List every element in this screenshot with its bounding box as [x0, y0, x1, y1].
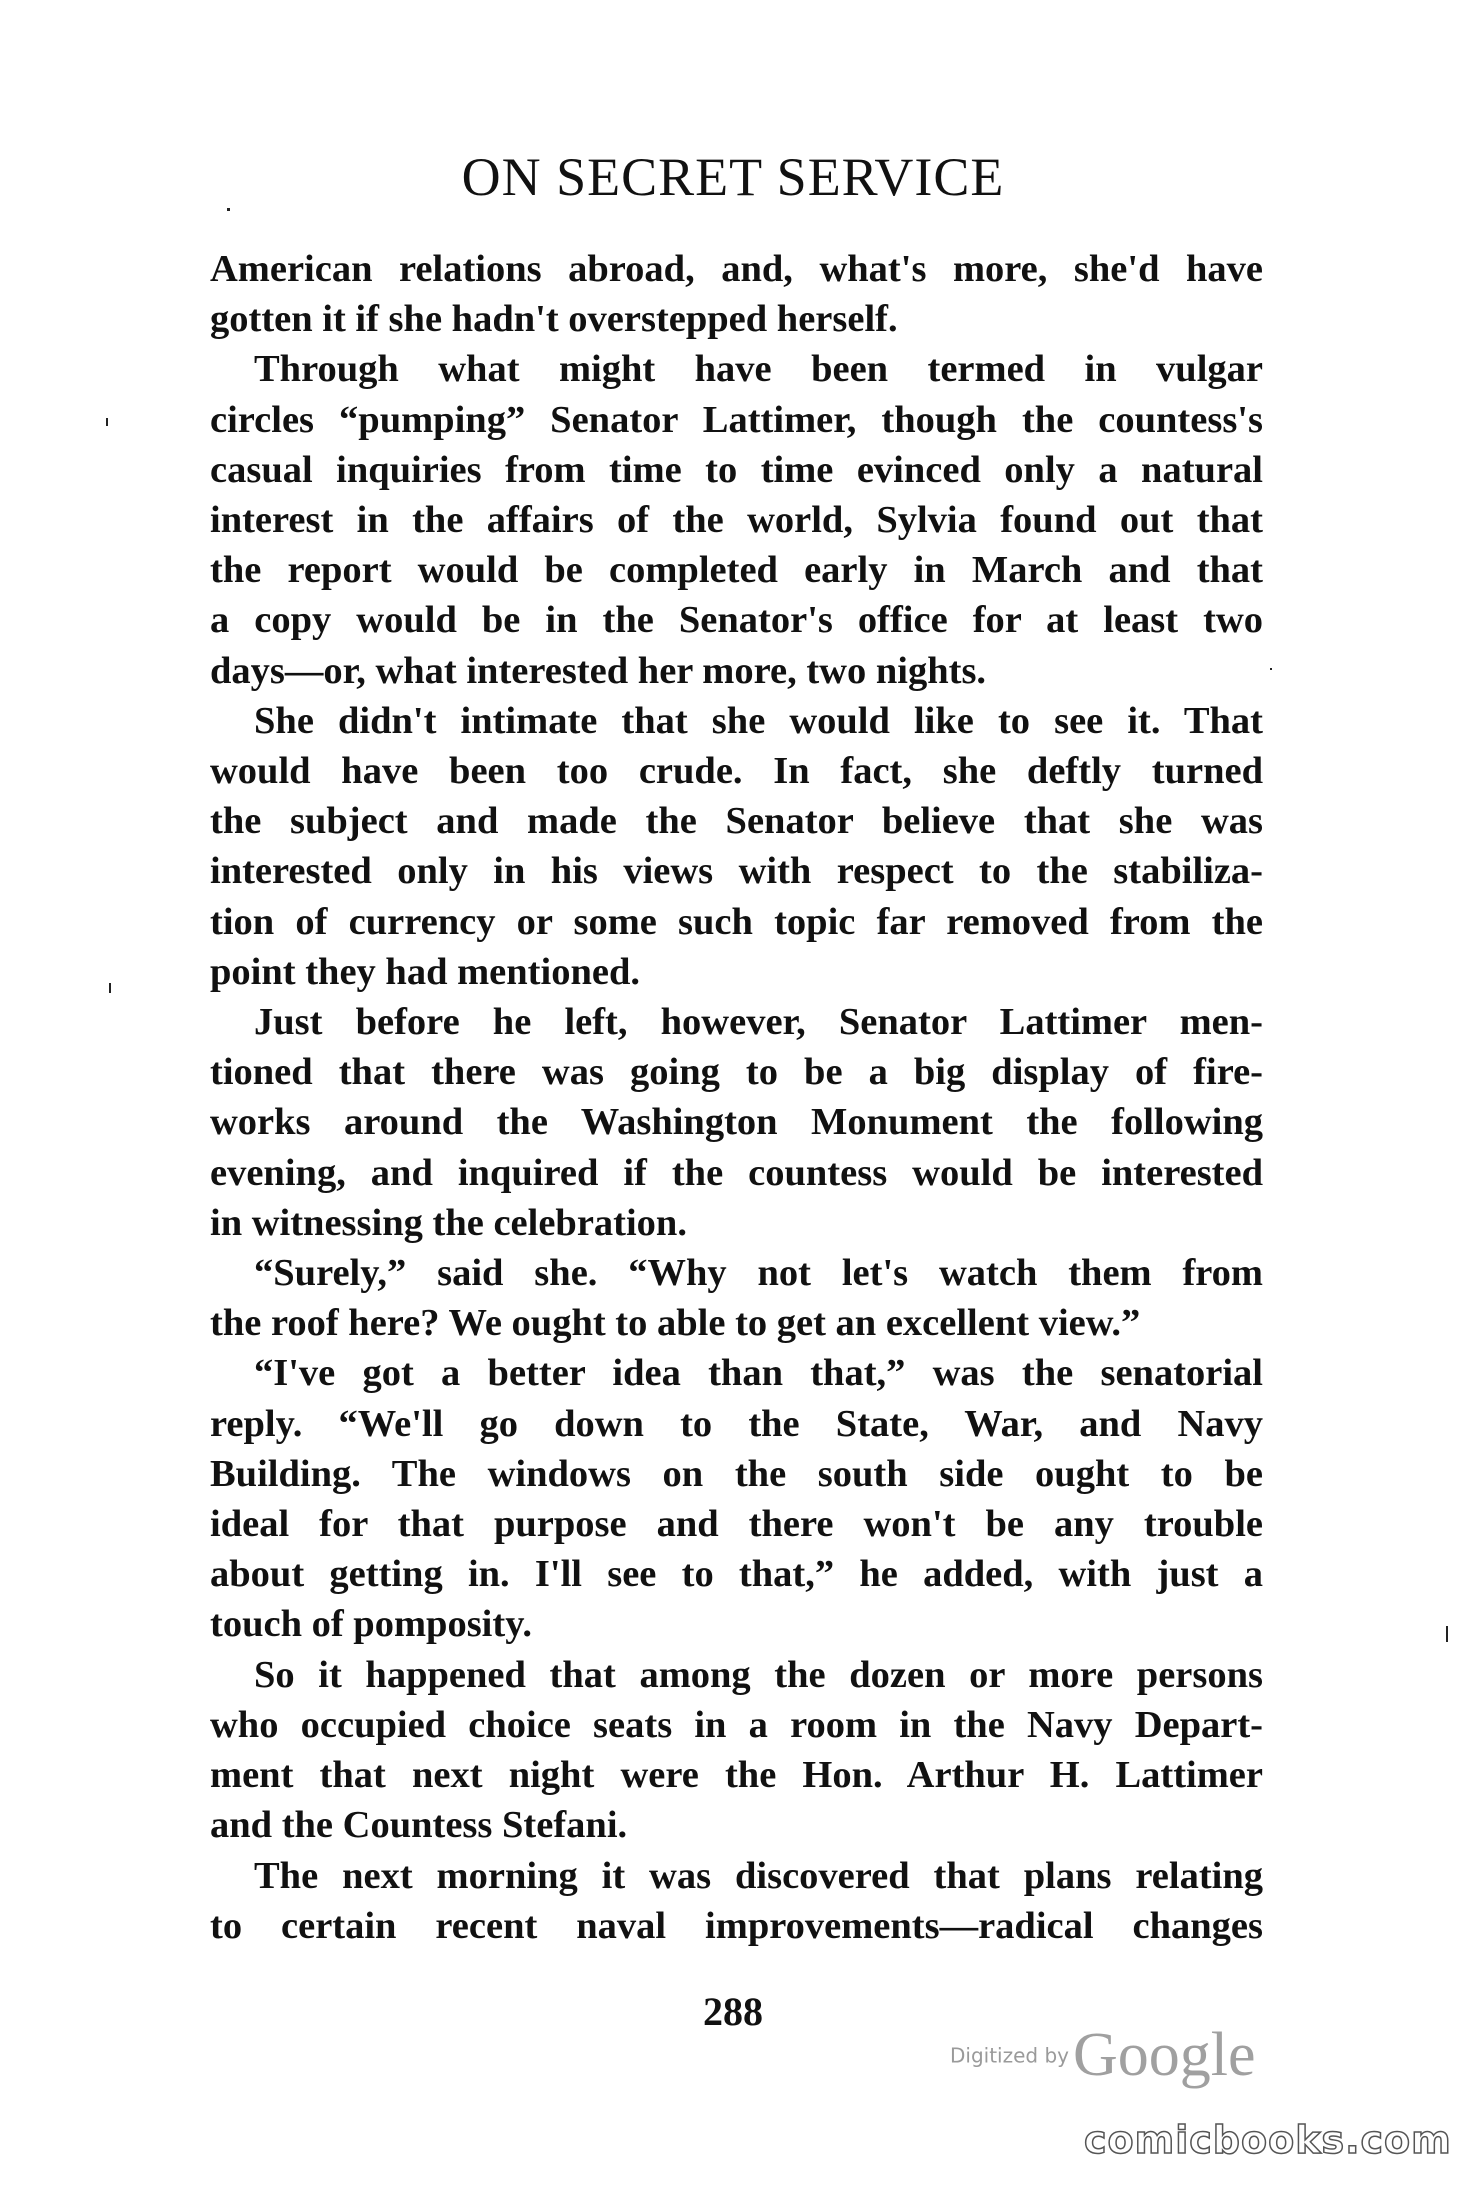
site-watermark: comicbooks.com [1084, 2118, 1452, 2162]
text-line: interested only in his views with respect to the stabiliza- [210, 850, 1263, 893]
paragraph [210, 997, 1263, 1248]
text-line: interest in the affairs of the world, Sylvia found out that [210, 499, 1263, 542]
scan-speck [1446, 1626, 1448, 1642]
scan-speck [227, 208, 230, 211]
text-line: the subject and made the Senator believe that she was [210, 800, 1263, 843]
paragraph [210, 344, 1263, 695]
text-line: So it happened that among the dozen or more persons [254, 1653, 1263, 1696]
text-line: the report would be completed early in March and that [210, 549, 1263, 592]
paragraph [210, 1650, 1263, 1851]
text-line: would have been too crude. In fact, she deftly turned [210, 750, 1263, 793]
digitized-watermark [950, 2020, 1256, 2091]
text-line: tioned that there was going to be a big display of fire- [210, 1051, 1263, 1094]
text-line: casual inquiries from time to time evinced only a natural [210, 448, 1263, 491]
text-line: in witnessing the celebration. [210, 1201, 687, 1244]
text-line: reply. “We'll go down to the State, War, and Navy [210, 1402, 1263, 1445]
text-line: works around the Washington Monument the following [210, 1101, 1263, 1144]
text-line: about getting in. I'll see to that,” he added, with just a [210, 1553, 1263, 1596]
text-line: point they had mentioned. [210, 950, 640, 993]
text-line: Through what might have been termed in vulgar [254, 348, 1263, 391]
text-line: circles “pumping” Senator Lattimer, though the countess's [210, 398, 1263, 441]
text-line: a copy would be in the Senator's office for at least two [210, 599, 1263, 642]
scan-speck [1270, 668, 1272, 670]
google-logo: Google [1073, 2021, 1256, 2089]
text-line: days—or, what interested her more, two nights. [210, 649, 987, 692]
text-line: evening, and inquired if the countess would be interested [210, 1151, 1263, 1194]
text-line: who occupied choice seats in a room in the Navy Depart- [210, 1703, 1263, 1746]
running-head: ON SECRET SERVICE [461, 147, 1005, 207]
text-line: touch of pomposity. [210, 1603, 532, 1646]
text-line: ment that next night were the Hon. Arthur H. Lattimer [210, 1754, 1263, 1797]
scan-speck [106, 418, 108, 426]
watermark-prefix: Digitized by [950, 2043, 1069, 2068]
paragraph [210, 244, 1263, 344]
paragraph [210, 1851, 1263, 1951]
paragraph [210, 1348, 1263, 1649]
paragraph [210, 1248, 1263, 1348]
text-line: “I've got a better idea than that,” was the senatorial [254, 1352, 1263, 1395]
text-line: The next morning it was discovered that plans relating [254, 1854, 1263, 1897]
scan-speck [109, 983, 111, 993]
text-line: Just before he left, however, Senator Lattimer men- [254, 1001, 1263, 1044]
text-line: to certain recent naval improvements—radical changes [210, 1904, 1263, 1947]
body-text [210, 244, 1263, 1951]
text-line: She didn't intimate that she would like to see it. That [254, 699, 1263, 742]
text-line: American relations abroad, and, what's more, she'd have [210, 248, 1263, 290]
page-number: 288 [703, 1989, 763, 2034]
text-line: tion of currency or some such topic far removed from the [210, 900, 1263, 943]
text-line: the roof here? We ought to able to get an excellent view.” [210, 1302, 1141, 1345]
text-line: gotten it if she hadn't overstepped herself. [210, 298, 898, 341]
text-line: Building. The windows on the south side ought to be [210, 1452, 1263, 1495]
text-line: and the Countess Stefani. [210, 1804, 628, 1847]
paragraph [210, 696, 1263, 997]
text-line: “Surely,” said she. “Why not let's watch them from [254, 1252, 1263, 1295]
text-line: ideal for that purpose and there won't be any trouble [210, 1503, 1263, 1546]
